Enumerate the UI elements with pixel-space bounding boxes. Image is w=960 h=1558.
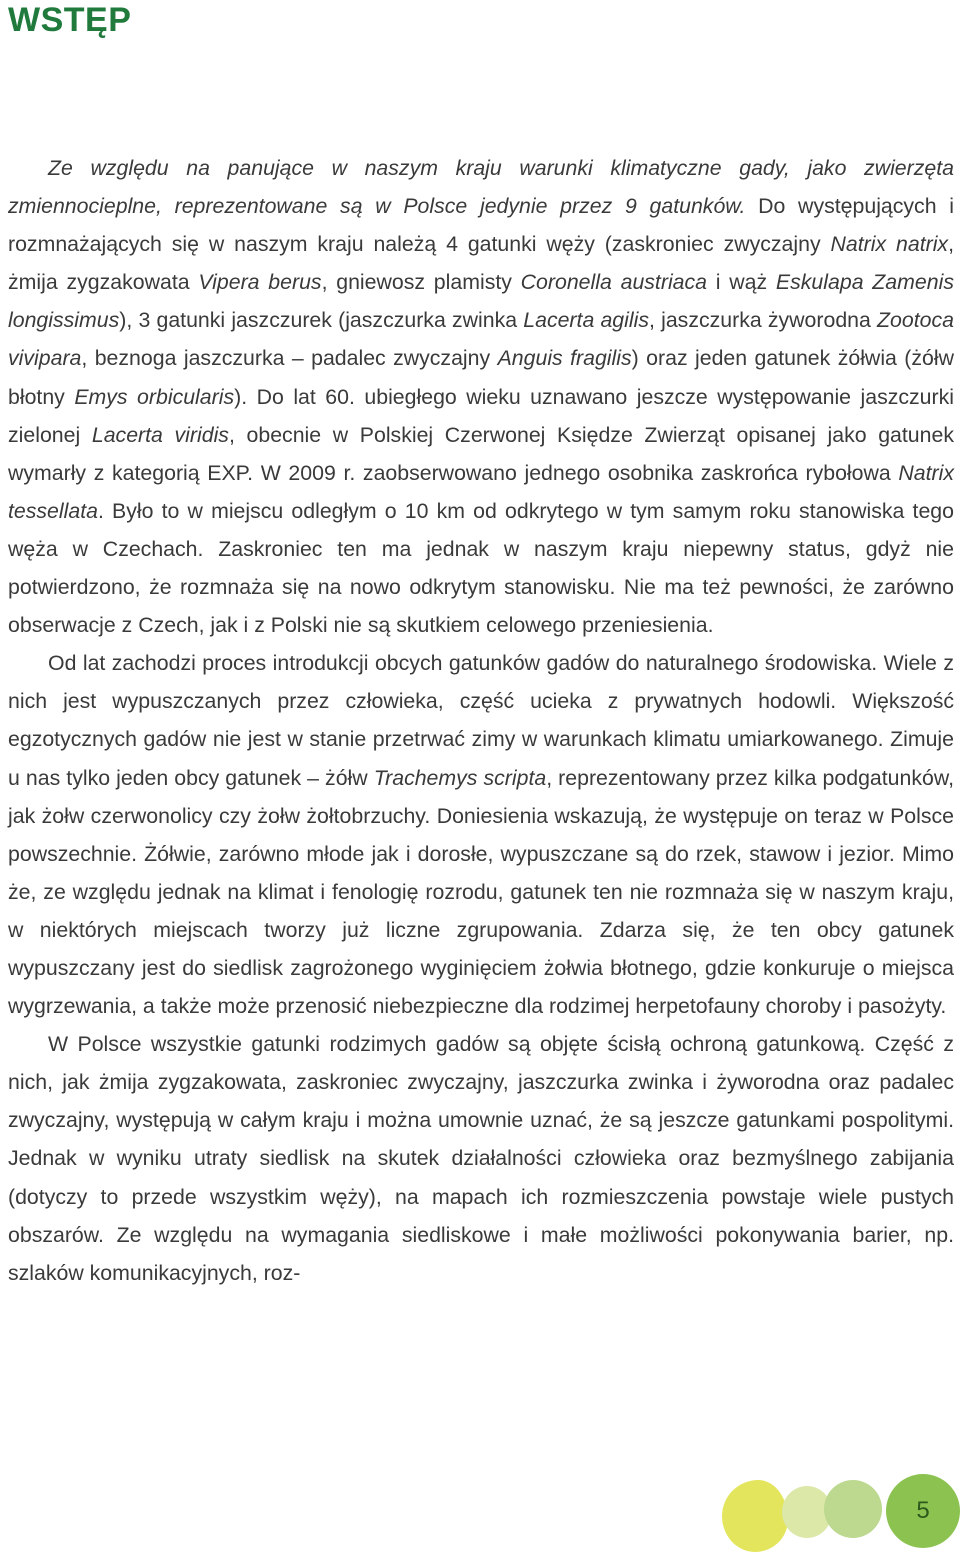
page-footer [700, 1468, 960, 1558]
paragraph-1: Ze względu na panujące w naszym kraju warunki klimatyczne gady, jako zwierzęta zmiennocieplne, reprezentowane są w Polsce jedynie przez 9 gatunków. Do występujących i rozmnażających się w naszym kraju należą 4 gatunki węży (zaskroniec zwyczajny Natrix natrix, żmija zygzakowata Vipera berus, gniewosz plamisty Coronella austriaca i wąż Eskulapa Zamenis longissimus), 3 gatunki jaszczurek (jaszczurka zwinka Lacerta agilis, jaszczurka żyworodna Zootoca vivipara, beznoga jaszczurka – padalec zwyczajny Anguis fragilis) oraz jeden gatunek żółwia (żółw błotny Emys orbicularis). Do lat 60. ubiegłego wieku uznawano jeszcze występowanie jaszczurki zielonej Lacerta viridis, obecnie w Polskiej Czerwonej Księdze Zwierząt opisanej jako gatunek wymarły z kategorią EXP. W 2009 r. zaobserwowano jednego osobnika zaskrońca rybołowa Natrix tessellata. Było to w miejscu odległym o 10 km od odkrytego w tym samym roku stanowiska tego węża w Czechach. Zaskroniec ten ma jednak w naszym kraju niepewny status, gdyż nie potwierdzono, że rozmnaża się na nowo odkrytym stanowisku. Nie ma też pewności, że zarówno obserwacje z Czech, jak i z Polski nie są skutkiem celowego przeniesienia. [8, 156, 954, 638]
decorative-blob-yellow [722, 1480, 788, 1552]
page-number: 5 [916, 1497, 930, 1524]
body-text [8, 149, 954, 1292]
decorative-circle-light-green [824, 1480, 882, 1538]
page-heading: WSTĘP [8, 1, 132, 39]
paragraph-2: Od lat zachodzi proces introdukcji obcych gatunków gadów do naturalnego środowiska. Wiele z nich jest wypuszczanych przez człowieka, część ucieka z prywatnych hodowli. Większość egzotycznych gadów nie jest w stanie przetrwać zimy w warunkach klimatu umiarkowanego. Zimuje u nas tylko jeden obcy gatunek – żółw Trachemys scripta, reprezentowany przez kilka podgatunków, jak żołw czerwonolicy czy żołw żołtobrzuchy. Doniesienia wskazują, że występuje on teraz w Polsce powszechnie. Żółwie, zarówno młode jak i dorosłe, wypuszczane są do rzek, stawow i jezior. Mimo że, ze względu jednak na klimat i fenologię rozrodu, gatunek ten nie rozmnaża się w naszym kraju, w niektórych miejscach tworzy już liczne zgrupowania. Zdarza się, że ten obcy gatunek wypuszczany jest do siedlisk zagrożonego wyginięciem żołwia błotnego, gdzie konkuruje o miejsca wygrzewania, a także może przenosić niebezpieczne dla rodzimej herpetofauny choroby i pasożyty. [8, 651, 954, 1019]
paragraph-3: W Polsce wszystkie gatunki rodzimych gadów są objęte ścisłą ochroną gatunkową. Część z nich, jak żmija zygzakowata, zaskroniec zwyczajny, jaszczurka zwinka i żyworodna oraz padalec zwyczajny, występują w całym kraju i można umownie uznać, że są jeszcze gatunkami pospolitymi. Jednak w wyniku utraty siedlisk na skutek działalności człowieka oraz bezmyślnego zabijania (dotyczy to przede wszystkim węży), na mapach ich rozmieszczenia powstaje wiele pustych obszarów. Ze względu na wymagania siedliskowe i małe możliwości pokonywania barier, np. szlaków komunikacyjnych, roz- [8, 1032, 954, 1285]
